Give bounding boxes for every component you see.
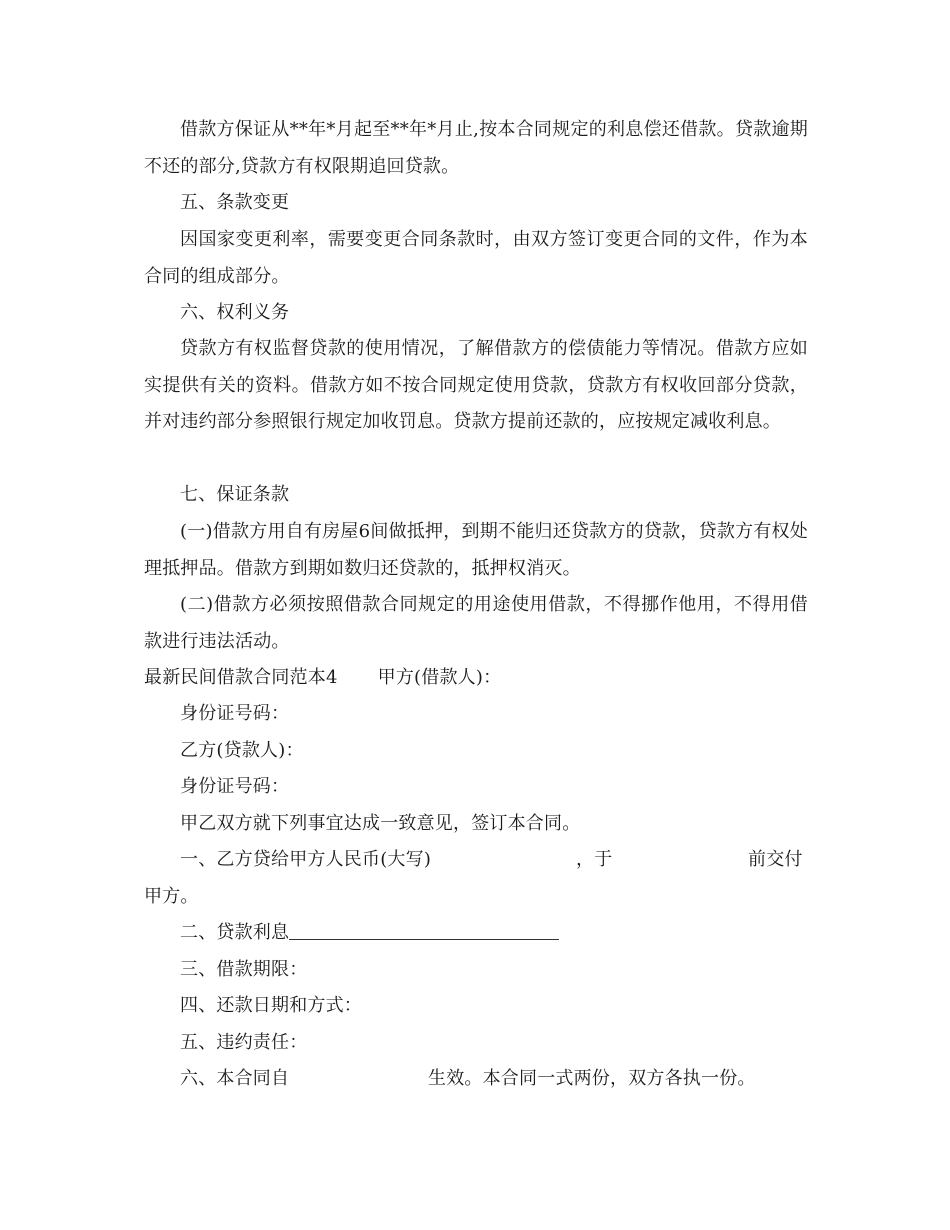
clause-1-part-a: 一、乙方贷给甲方人民币(大写) (180, 849, 432, 870)
id-number-b: 身份证号码： (180, 776, 290, 797)
paragraph-clause-change: 因国家变更利率，需要变更合同条款时，由双方签订变更合同的文件，作为本合同的组成部分。 (144, 229, 808, 287)
agreement-statement: 甲乙双方就下列事宜达成一致意见，签订本合同。 (180, 813, 581, 834)
clause-4: 四、还款日期和方式： (180, 995, 362, 1016)
clause-1-part-c: 前交付 (748, 849, 803, 870)
paragraph-guarantee-2: (二)借款方必须按照借款合同规定的用途使用借款，不得挪作他用，不得用借款进行违法活动。 (144, 594, 808, 652)
heading-guarantee: 七、保证条款 (180, 484, 290, 505)
clause-6-part-a: 六、本合同自 (180, 1068, 290, 1089)
contract4-title-line (144, 660, 501, 697)
party-a-label: 甲方(借款人)： (377, 667, 502, 688)
clause-5: 五、违约责任： (180, 1032, 308, 1053)
paragraph-repayment: 借款方保证从**年*月起至**年*月止,按本合同规定的利息偿还借款。贷款逾期不还的部分,贷款方有权限期追回贷款。 (144, 119, 808, 177)
contract4-title: 最新民间借款合同范本4 (144, 667, 338, 688)
clause-1-part-d: 甲方。 (144, 886, 199, 907)
clause-2-line (180, 915, 559, 952)
clause-6-part-b: 生效。本合同一式两份，双方各执一份。 (428, 1068, 756, 1089)
heading-clause-change: 五、条款变更 (180, 192, 290, 213)
paragraph-rights-obligations: 贷款方有权监督贷款的使用情况，了解借款方的偿债能力等情况。借款方应如实提供有关的资料。借款方如不按合同规定使用贷款，贷款方有权收回部分贷款，并对违约部分参照银行规定加收罚息。贷款方提前还款的，应按规定减收利息。 (144, 338, 808, 432)
clause-2-label: 二、贷款利息 (180, 922, 290, 943)
heading-rights-obligations: 六、权利义务 (180, 302, 290, 323)
paragraph-guarantee-1: (一)借款方用自有房屋6间做抵押，到期不能归还贷款方的贷款，贷款方有权处理抵押品。借款方到期如数归还贷款的，抵押权消灭。 (144, 521, 808, 579)
id-number-a: 身份证号码： (180, 703, 290, 724)
clause-3: 三、借款期限： (180, 959, 308, 980)
clause-1-part-b: ，于 (576, 849, 613, 870)
party-b-label: 乙方(贷款人)： (180, 740, 304, 761)
interest-blank-line (289, 919, 559, 940)
